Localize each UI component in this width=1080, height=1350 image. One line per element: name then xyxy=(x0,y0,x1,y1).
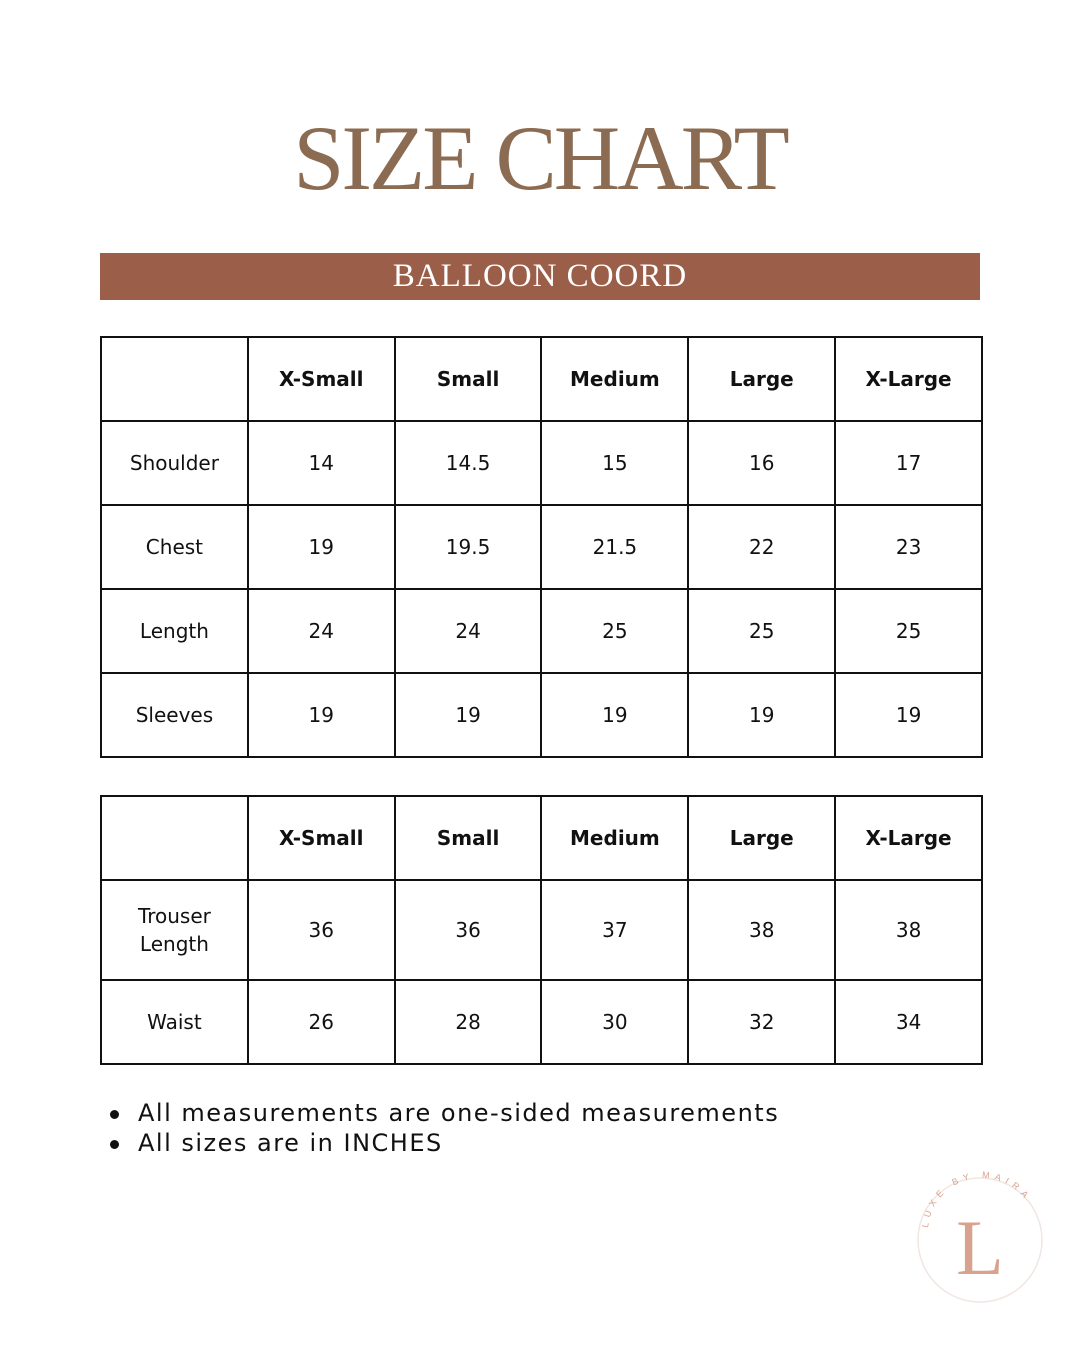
table-cell: 26 xyxy=(248,980,395,1064)
table-header-cell: X-Large xyxy=(835,337,982,421)
table-cell: 19 xyxy=(541,673,688,757)
row-label: Chest xyxy=(101,505,248,589)
table-cell: 30 xyxy=(541,980,688,1064)
table-header-cell: Small xyxy=(395,337,542,421)
table-cell: 34 xyxy=(835,980,982,1064)
note-text: All sizes are in INCHES xyxy=(138,1129,443,1157)
table-cell: 37 xyxy=(541,880,688,980)
table-header-cell: X-Small xyxy=(248,337,395,421)
table-header-cell: Small xyxy=(395,796,542,880)
table-cell: 24 xyxy=(395,589,542,673)
svg-text:L: L xyxy=(956,1204,1004,1291)
table-row xyxy=(101,673,982,757)
row-label xyxy=(101,880,248,980)
table-header-cell xyxy=(101,337,248,421)
table-header-cell xyxy=(101,796,248,880)
table-cell: 38 xyxy=(688,880,835,980)
table-cell: 22 xyxy=(688,505,835,589)
table-cell: 19 xyxy=(688,673,835,757)
table-cell: 36 xyxy=(395,880,542,980)
note-item xyxy=(108,1128,779,1158)
table-cell: 17 xyxy=(835,421,982,505)
table-cell: 32 xyxy=(688,980,835,1064)
note-text: All measurements are one-sided measurements xyxy=(138,1099,780,1127)
row-label: Shoulder xyxy=(101,421,248,505)
table-header-row xyxy=(101,796,982,880)
table-cell: 25 xyxy=(541,589,688,673)
table-header-row xyxy=(101,337,982,421)
table-cell: 15 xyxy=(541,421,688,505)
row-label-line: Waist xyxy=(147,1010,202,1034)
table-cell: 36 xyxy=(248,880,395,980)
bullet-icon xyxy=(110,1140,119,1149)
table-cell: 19 xyxy=(835,673,982,757)
table-header-cell: Large xyxy=(688,796,835,880)
row-label xyxy=(101,980,248,1064)
top-size-table xyxy=(100,336,983,758)
measurement-notes xyxy=(108,1098,779,1158)
table-row xyxy=(101,505,982,589)
table-cell: 24 xyxy=(248,589,395,673)
page-title: SIZE CHART xyxy=(293,107,787,209)
table-cell: 14 xyxy=(248,421,395,505)
table-row xyxy=(101,880,982,980)
row-label: Length xyxy=(101,589,248,673)
table-cell: 14.5 xyxy=(395,421,542,505)
table-cell: 21.5 xyxy=(541,505,688,589)
table-cell: 16 xyxy=(688,421,835,505)
bottom-size-table xyxy=(100,795,983,1065)
table-header-cell: X-Large xyxy=(835,796,982,880)
table-row xyxy=(101,980,982,1064)
table-header-cell: Medium xyxy=(541,337,688,421)
table-cell: 23 xyxy=(835,505,982,589)
table-cell: 19 xyxy=(395,673,542,757)
table-row xyxy=(101,589,982,673)
table-cell: 38 xyxy=(835,880,982,980)
table-header-cell: Large xyxy=(688,337,835,421)
table-cell: 28 xyxy=(395,980,542,1064)
note-item xyxy=(108,1098,779,1128)
table-cell: 25 xyxy=(835,589,982,673)
row-label: Sleeves xyxy=(101,673,248,757)
table-header-cell: Medium xyxy=(541,796,688,880)
row-label-line: Length xyxy=(139,932,209,956)
product-banner: BALLOON COORD xyxy=(100,253,980,300)
table-cell: 19.5 xyxy=(395,505,542,589)
table-header-cell: X-Small xyxy=(248,796,395,880)
table-cell: 25 xyxy=(688,589,835,673)
brand-monogram-logo-icon xyxy=(906,1170,1052,1316)
svg-text:LUXE BY MAIRA: LUXE BY MAIRA xyxy=(920,1170,1034,1229)
row-label-line: Trouser xyxy=(137,904,211,928)
table-row xyxy=(101,421,982,505)
table-cell: 19 xyxy=(248,505,395,589)
table-cell: 19 xyxy=(248,673,395,757)
bullet-icon xyxy=(110,1110,119,1119)
